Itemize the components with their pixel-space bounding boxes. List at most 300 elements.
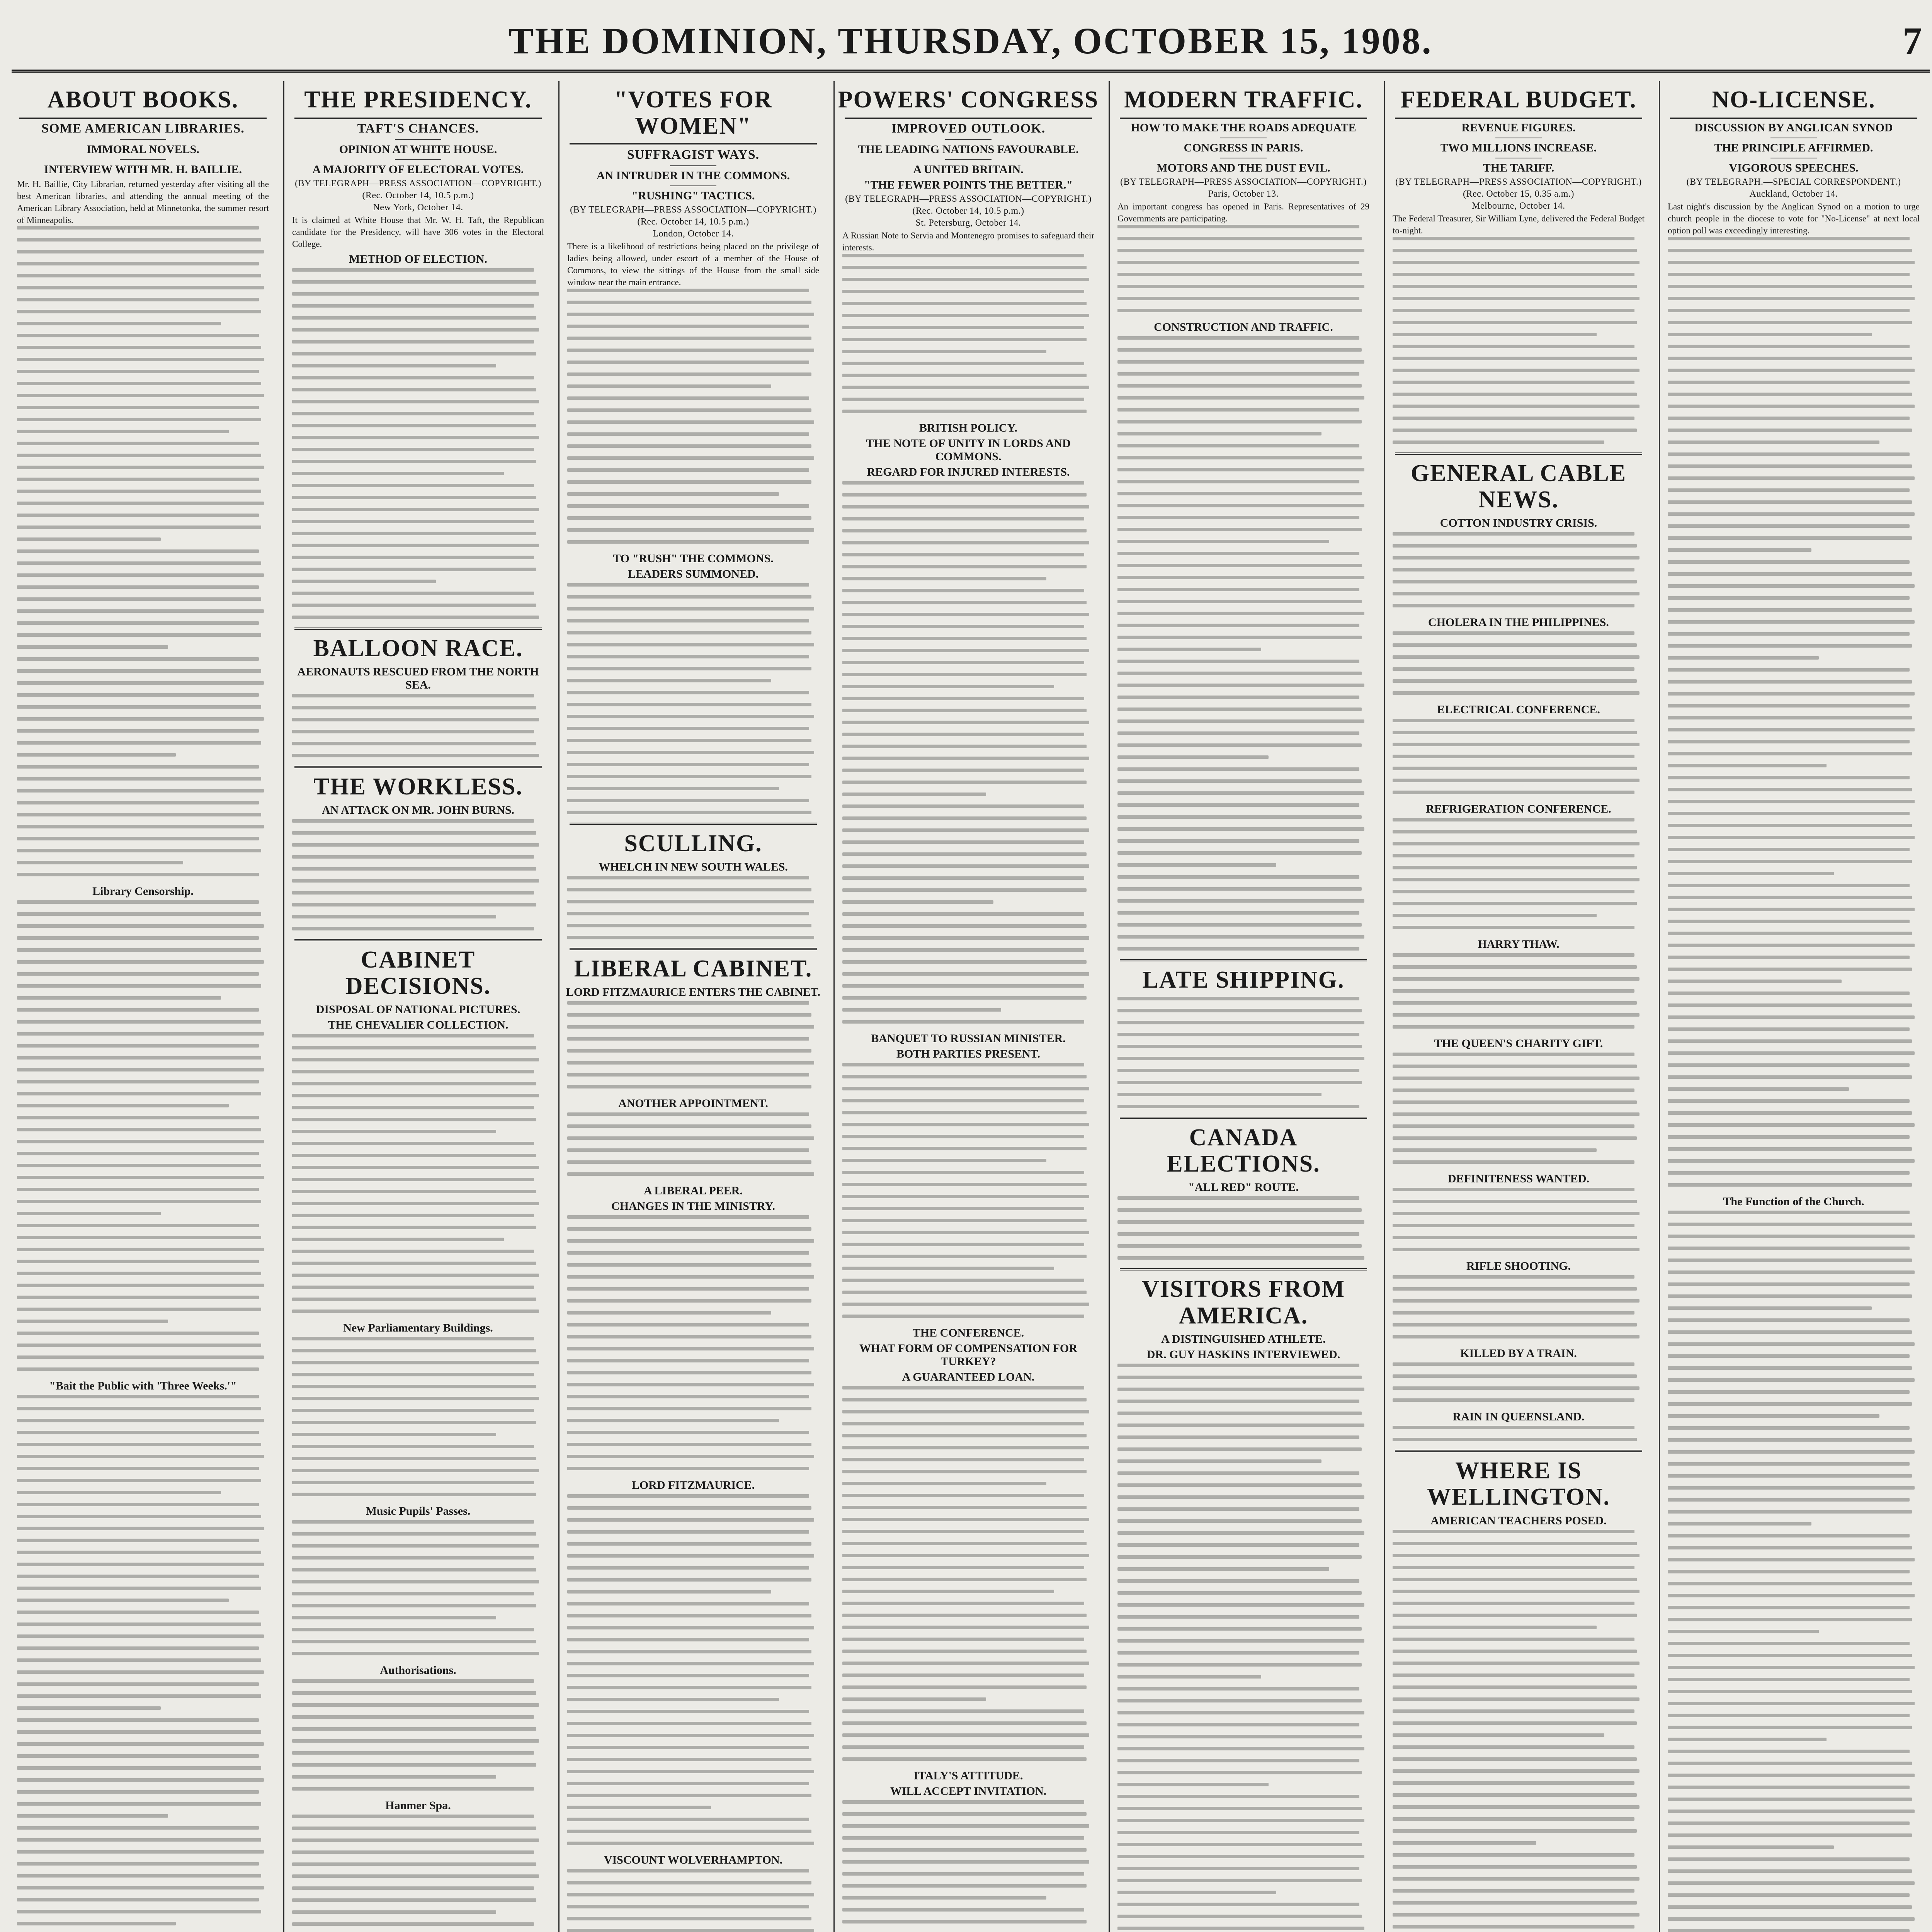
text-line [292,388,536,391]
text-line [292,1838,539,1842]
text-line [1393,1374,1637,1378]
text-line [1668,1929,1910,1932]
text-line [292,520,534,523]
text-line [1117,600,1362,603]
text-line [1393,866,1637,869]
section-heading: THE CONFERENCE. [912,1326,1024,1339]
text-line [17,561,261,565]
text-line [17,972,259,976]
text-line [17,549,259,553]
section-heading: REFRIGERATION CONFERENCE. [1426,803,1611,816]
text-line [842,1884,1087,1888]
section-heading: A LIBERAL PEER. [644,1184,743,1197]
subheading: LORD FITZMAURICE ENTERS THE CABINET. [566,986,821,998]
text-line [1117,851,1362,855]
text-line [1117,707,1362,711]
text-line [842,1267,1054,1270]
text-line [1668,1630,1819,1633]
text-line [17,1682,259,1686]
section-heading: Library Censorship. [92,885,194,898]
text-line [842,1590,1054,1593]
text-line [1393,1733,1604,1737]
text-line [17,948,261,952]
text-line [1117,1663,1362,1667]
article-body-text [837,1386,1100,1761]
text-line [1393,417,1634,420]
text-line [842,1824,1089,1828]
text-line [842,1386,1084,1389]
text-line [567,1722,811,1725]
text-line [17,924,264,928]
text-line [17,741,261,745]
text-line [1668,237,1910,240]
text-line [1668,1714,1910,1717]
text-line [842,1662,1089,1665]
article-body-text [1387,532,1650,607]
text-line [842,1303,1089,1306]
text-line [17,406,259,409]
text-line [842,1291,1087,1294]
text-line [1393,1853,1634,1857]
column-rule [1384,81,1385,1932]
text-line [1117,875,1359,879]
text-line [1117,1807,1362,1810]
text-line [292,1385,536,1388]
text-line [17,1599,229,1602]
text-line [292,1433,496,1436]
text-line [842,972,1089,976]
text-line [292,1250,534,1253]
text-line [17,537,161,541]
text-line [17,1587,261,1590]
article-body-text [1387,631,1650,695]
text-line [1117,372,1359,376]
text-line [567,337,811,340]
text-line [17,912,261,916]
text-line [1117,420,1362,423]
received-line: (Rec. October 15, 0.35 a.m.) [1463,189,1574,199]
masthead-title: THE DOMINION, THURSDAY, OCTOBER 15, 1908. [509,20,1433,61]
article-heading: "VOTES FOR WOMEN" [614,87,772,139]
text-line [17,1164,261,1167]
heading-rule [1120,1268,1367,1270]
text-line [1393,767,1637,770]
subheading: AERONAUTS RESCUED FROM THE NORTH SEA. [297,665,539,691]
text-line [1393,1275,1634,1279]
text-line [567,1746,809,1749]
text-line [842,649,1089,652]
text-line [1117,1723,1359,1726]
text-line [842,254,1084,257]
text-line [1668,1450,1915,1454]
text-line [292,1520,534,1524]
heading-rule [1395,1450,1642,1452]
text-line [842,1836,1084,1840]
text-line [292,1130,496,1133]
text-line [1393,818,1634,821]
text-line [1393,1100,1637,1104]
text-line [1393,1236,1637,1239]
text-line [1668,357,1912,360]
text-line [1668,668,1910,672]
text-line [292,1298,536,1301]
text-line [1668,1087,1849,1091]
text-line [292,460,536,463]
text-line [1117,225,1359,228]
article-body-text [287,268,549,619]
text-line [842,1554,1089,1557]
text-line [567,1263,811,1267]
subheading: AN INTRUDER IN THE COMMONS. [596,169,790,182]
text-line [292,280,536,284]
text-line [842,1872,1084,1876]
place-line: London, October 14. [653,229,734,239]
text-line [17,370,259,373]
article-body-text [1112,336,1375,951]
text-line [567,1037,809,1041]
column-powers-congress [837,81,1100,1932]
text-line [1668,1546,1912,1549]
text-line [1117,1567,1329,1571]
text-line [567,619,809,622]
text-line [567,1614,811,1617]
text-line [842,1159,1046,1162]
text-line [1668,285,1912,288]
text-line [567,289,809,292]
heading-rule [294,766,542,768]
section-heading: A GUARANTEED LOAN. [902,1370,1035,1383]
subheading: DR. GUY HASKINS INTERVIEWED. [1146,1348,1340,1361]
text-line [1668,1318,1910,1322]
text-line [842,410,1087,413]
text-line [842,673,1087,676]
text-line [1668,944,1915,947]
masthead-rule [12,70,1930,73]
text-line [17,1407,261,1410]
text-line [842,804,1084,808]
text-line [1668,584,1915,588]
text-line [1117,636,1362,639]
text-line [1668,381,1910,384]
text-line [567,1025,814,1029]
text-line [1117,1771,1362,1774]
text-line [1668,1702,1915,1705]
text-line [1668,1075,1912,1079]
text-line [842,1183,1087,1186]
text-line [1393,1311,1634,1315]
text-line [1117,1555,1362,1559]
text-line [1668,309,1910,312]
text-line [1393,309,1634,312]
text-line [567,516,811,520]
text-line [842,350,1046,353]
section-heading: ELECTRICAL CONFERENCE. [1437,703,1600,716]
text-line [17,657,259,661]
article-body-text [287,1034,549,1313]
text-line [17,1272,261,1275]
text-line [1668,1498,1910,1502]
text-line [1668,596,1910,600]
text-line [17,1539,259,1542]
text-line [17,753,176,757]
text-line [292,1640,536,1643]
text-line [567,1407,811,1410]
text-line [842,613,1089,616]
text-line [1668,1171,1910,1175]
text-line [567,1758,811,1761]
text-line [1668,908,1915,911]
text-line [842,1434,1087,1437]
text-line [17,298,259,301]
text-line [1668,464,1912,468]
column-presidency [287,81,549,1932]
subheading: THE PRINCIPLE AFFIRMED. [1714,141,1873,155]
text-line [1117,767,1359,771]
text-line [1393,1299,1639,1303]
text-line [1393,1805,1639,1809]
text-line [1668,572,1912,576]
text-line [1117,612,1364,615]
text-line [1117,1579,1359,1583]
text-line [1668,1594,1915,1597]
text-line [292,376,534,379]
text-line [17,502,264,505]
text-line [17,358,264,361]
text-line [1668,1015,1915,1019]
heading-rule [294,117,542,119]
text-line [1117,1855,1364,1858]
text-line [842,733,1084,736]
text-line [17,609,264,613]
text-line [1393,1925,1634,1929]
section-heading: METHOD OF ELECTION. [349,252,488,265]
text-line [1393,1362,1634,1366]
section-heading: LEADERS SUMMONED. [628,567,759,580]
text-line [17,1020,261,1024]
text-line [1668,1917,1915,1921]
text-line [292,742,536,745]
text-line [842,565,1087,568]
text-line [1117,1232,1359,1236]
text-line [1117,1603,1364,1607]
column-rule [558,81,560,1932]
article-heading: THE WORKLESS. [313,773,523,800]
divider [670,185,716,186]
text-line [1393,1160,1634,1164]
text-line [1117,1093,1321,1096]
text-line [842,1458,1084,1461]
text-line [1117,384,1362,388]
text-line [292,1739,539,1743]
text-line [1668,1354,1910,1358]
text-line [1393,297,1639,300]
received-line: (Rec. October 14, 10.5 p.m.) [637,217,749,227]
article-body-text [1387,818,1650,929]
text-line [1668,644,1912,648]
text-line [567,1061,814,1065]
text-line [1668,1486,1915,1490]
text-line [1668,1342,1915,1346]
text-line [567,1073,809,1077]
text-line [292,879,539,883]
column-federal-budget [1387,81,1650,1932]
article-body-text [287,694,549,757]
text-line [1668,788,1912,791]
text-line [1117,309,1362,312]
text-line [1393,1793,1637,1797]
text-line [292,1286,534,1289]
text-line [292,1568,536,1571]
text-line [292,1715,534,1719]
text-line [842,1578,1087,1581]
text-line [1117,935,1364,939]
section-heading: CHANGES IN THE MINISTRY. [611,1200,776,1213]
text-line [1117,1639,1364,1643]
section-heading: RIFLE SHOOTING. [1466,1260,1571,1273]
heading-rule [845,117,1092,119]
text-line [17,1862,259,1866]
article-body-text [562,876,825,939]
text-line [1668,476,1915,480]
text-line [292,328,539,332]
text-line [1393,357,1637,360]
text-line [1668,1810,1915,1813]
received-line: (Rec. October 14, 10.5 p.m.) [912,206,1024,216]
text-line [292,1544,539,1548]
section-heading: ITALY'S ATTITUDE. [913,1769,1023,1782]
text-line [292,1094,539,1097]
text-line [1117,1519,1362,1523]
text-line [17,849,261,852]
text-line [567,528,814,532]
text-line [17,1742,264,1746]
text-line [1668,560,1910,564]
text-line [17,1814,168,1818]
text-line [842,960,1087,964]
text-line [842,1697,986,1701]
text-line [567,1554,814,1558]
text-line [17,1212,161,1215]
text-line [842,924,1087,928]
text-line [1668,333,1872,336]
article-body-text [562,583,825,814]
text-line [292,1874,539,1878]
text-line [842,1171,1084,1174]
text-line [1668,1474,1912,1478]
text-line [1117,1376,1362,1379]
text-line [17,873,259,876]
text-line [1668,836,1915,839]
text-line [292,706,536,709]
text-line [17,1826,259,1830]
text-line [17,1068,264,1071]
section-heading: KILLED BY A TRAIN. [1460,1347,1577,1360]
text-line [17,1455,264,1458]
text-line [17,418,261,421]
subheading: THE LEADING NATIONS FAVOURABLE. [858,143,1079,156]
text-line [292,1142,534,1145]
text-line [567,1467,809,1470]
text-line [842,685,1054,688]
text-line [567,607,814,611]
text-line [292,568,536,571]
text-line [1668,249,1912,252]
text-line [842,1135,1084,1138]
text-line [292,424,536,427]
text-line [1668,1522,1811,1526]
text-line [17,334,259,337]
text-line [842,793,986,796]
article-heading: ABOUT BOOKS. [47,87,239,113]
text-line [17,1670,264,1674]
text-line [842,828,1089,832]
text-line [567,1869,809,1872]
text-line [1393,1590,1639,1593]
text-line [1668,1690,1912,1693]
text-line [1668,1051,1915,1055]
article-body-text [1112,997,1375,1108]
text-line [1668,1881,1915,1885]
text-line [292,1628,534,1631]
text-line [842,840,1084,844]
text-line [1393,1841,1536,1845]
text-line [842,936,1089,940]
article-heading: CABINET DECISIONS. [345,947,491,1000]
text-line [1668,824,1912,827]
text-line [567,1124,811,1128]
text-line [17,1563,264,1566]
column-votes-for-women [562,81,825,1932]
text-line [1117,456,1362,459]
text-line [1668,393,1912,396]
text-line [1393,393,1637,396]
text-line [1393,1530,1634,1533]
text-line [1668,1063,1910,1067]
text-line [292,831,536,835]
text-line [567,703,811,706]
text-line [292,1262,536,1265]
text-line [567,1818,809,1821]
article-body-text [562,1869,825,1932]
text-line [292,1493,536,1496]
article-heading: POWERS' CONGRESS [838,87,1099,113]
text-line [17,645,168,649]
text-line [1668,1833,1912,1837]
column-rule [1659,81,1660,1932]
text-line [1668,980,1842,983]
text-line [567,751,814,754]
column-rule [833,81,835,1932]
text-line [1393,1323,1637,1327]
text-line [567,1566,809,1570]
text-line [1668,812,1910,815]
text-line [1668,1726,1912,1729]
section-heading: Authorisations. [380,1664,456,1677]
text-line [17,717,264,721]
text-line [292,1580,539,1583]
text-line [1668,1845,1834,1849]
text-line [292,915,496,918]
text-line [292,1469,539,1472]
article-body-text [1387,1188,1650,1251]
text-line [567,313,814,316]
text-line [567,643,814,646]
text-line [292,556,534,559]
text-line [292,1604,536,1607]
text-line [17,1344,261,1347]
text-line [292,1775,496,1779]
credit-line: (BY TELEGRAPH.—SPECIAL CORRESPONDENT.) [1686,177,1901,187]
